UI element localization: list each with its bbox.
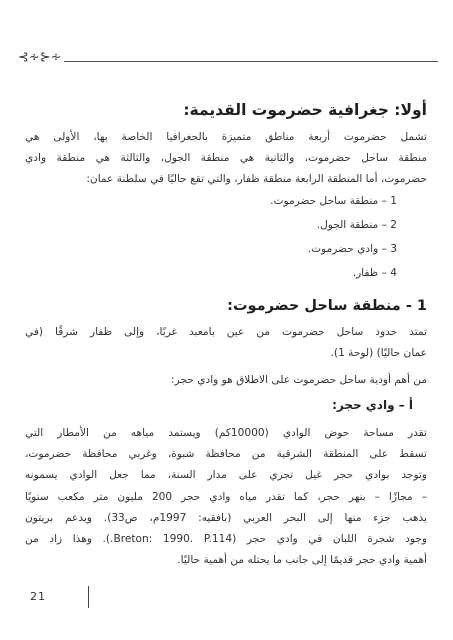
paragraph-line: عمان حاليًا) (لوحة 1). xyxy=(330,347,427,360)
paragraph-line: منطقة ساحل حضرموت، والثانية هي منطقة الجول، والثالثة هي منطقة وادي xyxy=(25,152,427,165)
subheading: 1 - منطقة ساحل حضرموت: xyxy=(227,298,427,314)
ornament-flourish-icon: ⊰∻⊱∻ xyxy=(18,50,62,65)
paragraph-line: يذهب جزء منها إلى البحر العربي (بافقيه: 1997م، ص33). ويدعم بريتون xyxy=(25,511,427,524)
intro-paragraph xyxy=(25,127,427,191)
paragraph-line: وتوجد بوادي حجر غيل تجري على مدار السنة، مما جعل الوادي يسمونه xyxy=(25,469,427,482)
paragraph-line: تشمل حضرموت أربعة مناطق متميزة بالجغرافيا الخاصة بها، الأولى هي xyxy=(25,131,427,143)
paragraph-line: وجود شجرة اللبان في وادي حجر (Breton: 1990. P.114.). وهذا زاد من xyxy=(25,533,427,546)
paragraph-line: – مجازًا – بنهر حجر، كما تقدر مياه وادي حجر 200 مليون متر مكعب سنويًا xyxy=(25,490,427,503)
page-number: 21 xyxy=(30,590,46,603)
paragraph-line: تسقط على المنطقة الشرقية من محافظة شبوة، وغربي محافظة حضرموت، xyxy=(25,448,427,461)
paragraph-line: تقدر مساحة حوض الوادي (10000كم) ويستمد مياهه من الأمطار التي xyxy=(25,427,427,439)
paragraph-line: أهمية وادي حجر قديمًا إلى جانب ما يحتله من أهمية حاليًا. xyxy=(177,554,427,567)
paragraph-line: حضرموت، أما المنطقة الرابعة منطقة ظفار، والتي تقع حاليًا في سلطنة عمان: xyxy=(86,173,427,186)
coast-paragraph xyxy=(25,322,427,364)
list-item: 4 – ظفار. xyxy=(352,267,397,279)
header-rule xyxy=(36,61,438,62)
list-item: 2 – منطقة الجول. xyxy=(316,219,397,231)
paragraph-line: تمتد حدود ساحل حضرموت من عين بامعبد غربًا، وإلى ظفار شرقًا (في xyxy=(25,326,427,338)
section-heading: أولا: جغرافية حضرموت القديمة: xyxy=(183,101,427,119)
list-item: 1 – منطقة ساحل حضرموت. xyxy=(270,195,397,207)
list-item: 3 – وادي حضرموت. xyxy=(307,243,397,255)
valleys-paragraph xyxy=(25,370,427,391)
regions-list xyxy=(270,195,397,291)
sub-subheading: أ – وادي حجر: xyxy=(332,398,413,412)
paragraph-line: من أهم أودية ساحل حضرموت على الاطلاق هو وادي حجر: xyxy=(171,374,427,386)
header-ornament xyxy=(18,50,438,69)
footer-rule xyxy=(88,586,89,608)
hajar-paragraph xyxy=(25,423,427,571)
